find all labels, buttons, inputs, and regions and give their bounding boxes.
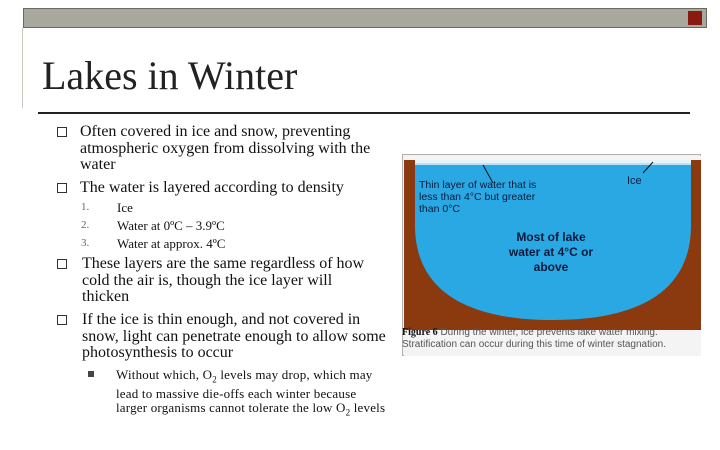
bullet-box-icon: [57, 183, 67, 193]
thin-cold-layer: [415, 163, 691, 165]
bullet-box-icon: [57, 315, 67, 325]
title-divider: [38, 112, 690, 114]
bullet-2-text: The water is layered according to density: [80, 179, 344, 196]
ice-layer: [415, 160, 691, 163]
thin-layer-label: Thin layer of water that is less than 4°C but greater than 0°C: [419, 179, 537, 215]
sub-bullet-text-a: Without which, O: [116, 367, 213, 382]
numbered-item-2-num: 2.: [81, 219, 90, 231]
slide-title: Lakes in Winter: [42, 53, 298, 98]
sub-bullet-text-b: levels may drop, which may lead to massive die-offs each winter because larger organisms cannot tolerate the low O: [116, 367, 373, 415]
numbered-item-1-text: Ice: [117, 200, 133, 215]
caption-figure-number: Figure 6: [402, 327, 438, 338]
numbered-item-1-num: 1.: [81, 201, 90, 213]
numbered-item-3-num: 3.: [81, 237, 90, 249]
numbered-item-2: [81, 218, 225, 233]
header-bar-accent: [688, 11, 702, 25]
bullet-box-icon: [57, 259, 67, 269]
sub-bullet: [116, 368, 388, 419]
bullet-2: [80, 180, 390, 197]
lake-diagram: [402, 154, 701, 356]
ice-label: Ice: [627, 175, 642, 187]
sub-bullet-square-icon: [88, 371, 94, 377]
numbered-item-2-text: Water at 0ºC – 3.9ºC: [117, 218, 225, 233]
sub-bullet-text-c: levels: [350, 399, 386, 415]
bullet-3: [82, 256, 382, 306]
subscript-2: 2: [212, 374, 217, 385]
most-water-label: Most of lake water at 4°C or above: [508, 230, 594, 274]
bullet-box-icon: [57, 127, 67, 137]
numbered-item-3: [81, 236, 226, 251]
bullet-1-text: Often covered in ice and snow, preventing atmospheric oxygen from dissolving with the water: [80, 123, 371, 173]
subscript-2: 2: [345, 407, 351, 418]
caption-text: During the winter, ice prevents lake water mixing. Stratification can occur during this time of winter stagnation.: [402, 327, 667, 350]
bullet-4: [82, 312, 387, 362]
bullet-1: [80, 124, 390, 174]
bullet-3-text: These layers are the same regardless of how cold the air is, though the ice layer will thicken: [82, 255, 365, 305]
numbered-item-1: [81, 200, 133, 215]
figure-caption: [402, 327, 698, 350]
bullet-4-text: If the ice is thin enough, and not covered in snow, light can penetrate enough to allow some photosynthesis to occur: [82, 311, 386, 361]
header-bar: [23, 8, 707, 28]
numbered-item-3-text: Water at approx. 4ºC: [117, 236, 226, 251]
left-rule: [22, 28, 23, 108]
